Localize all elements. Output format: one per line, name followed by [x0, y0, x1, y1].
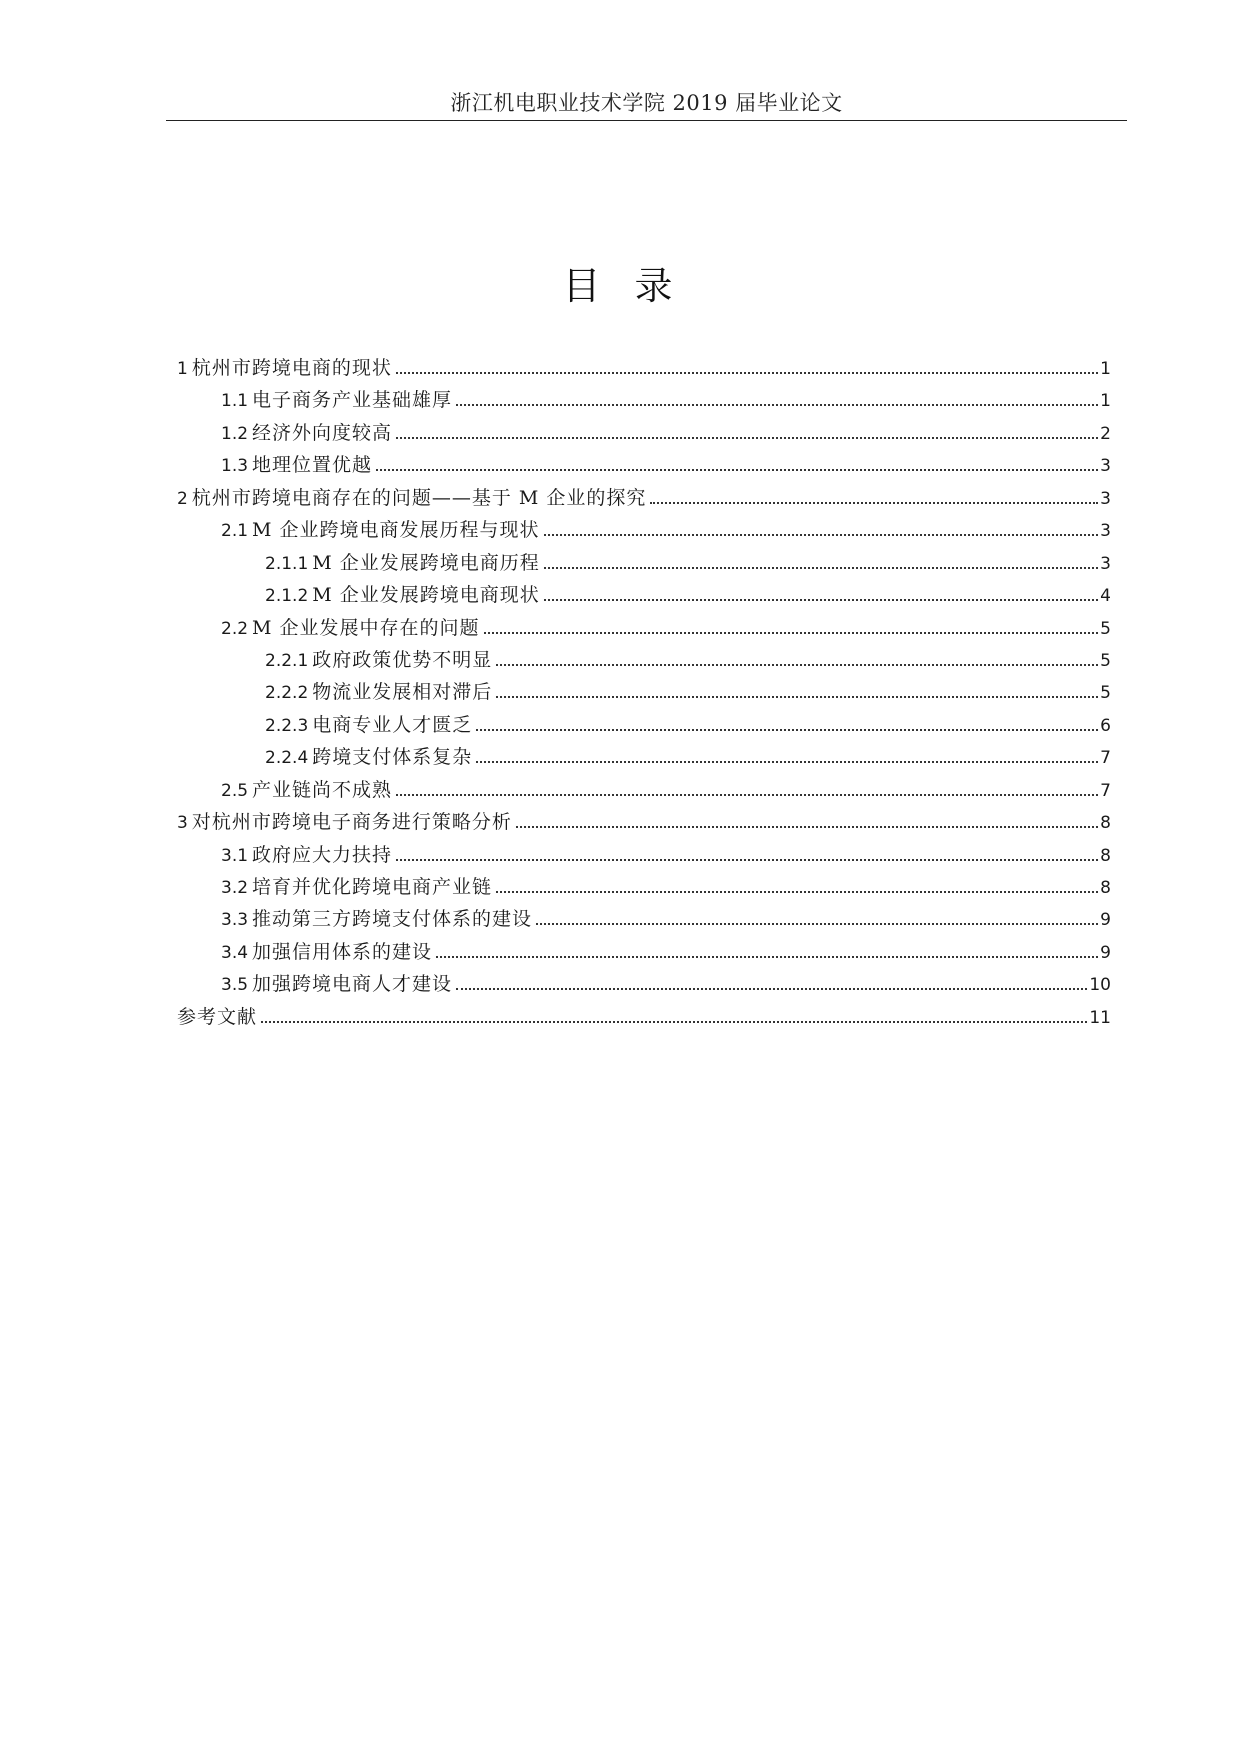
toc-dot-leader — [536, 923, 1098, 925]
toc-entry-page: 3 — [1100, 456, 1111, 477]
toc-entry-page: 4 — [1100, 586, 1111, 607]
toc-entry-title: 经济外向度较高 — [252, 421, 393, 444]
toc-entry[interactable] — [177, 741, 1111, 773]
toc-entry-page: 9 — [1100, 942, 1111, 963]
toc-entry-number: 3.1 — [221, 845, 249, 866]
toc-entry-title: 推动第三方跨境支付体系的建设 — [252, 908, 533, 931]
toc-dot-leader — [484, 632, 1099, 634]
toc-entry-page: 6 — [1100, 715, 1111, 736]
toc-entry-page: 1 — [1100, 359, 1111, 379]
toc-entry-title: 杭州市跨境电商存在的问题——基于 M 企业的探究 — [191, 486, 647, 509]
toc-entry-page: 5 — [1100, 683, 1111, 704]
toc-entry-page: 3 — [1100, 553, 1111, 574]
toc-entry-title: 产业链尚不成熟 — [252, 778, 393, 801]
toc-entry[interactable] — [177, 774, 1111, 806]
toc-entry[interactable] — [177, 806, 1111, 838]
toc-entry-page: 8 — [1100, 845, 1111, 866]
toc-entry[interactable] — [177, 612, 1111, 644]
toc-entry-number: 2.1 — [221, 521, 249, 542]
toc-entry-page: 8 — [1100, 878, 1111, 898]
toc-entry[interactable] — [177, 352, 1111, 384]
toc-entry[interactable] — [177, 449, 1111, 481]
toc-entry[interactable] — [177, 871, 1111, 903]
toc-entry-page: 10 — [1089, 975, 1111, 996]
toc-dot-leader — [396, 794, 1098, 796]
toc-entry[interactable] — [177, 417, 1111, 449]
toc-entry-title: 加强信用体系的建设 — [252, 940, 433, 963]
toc-entry[interactable] — [177, 936, 1111, 968]
toc-title: 目录 — [562, 264, 707, 308]
toc-dot-leader — [496, 664, 1098, 666]
toc-dot-leader — [436, 956, 1098, 958]
toc-entry-number: 3 — [177, 813, 188, 834]
toc-dot-leader — [261, 1021, 1087, 1023]
toc-dot-leader — [396, 437, 1098, 439]
toc-entry[interactable] — [177, 579, 1111, 611]
page-header: 浙江机电职业技术学院 2019 届毕业论文 — [166, 86, 1127, 121]
toc-dot-leader — [544, 567, 1098, 569]
toc-entry-title: M 企业发展中存在的问题 — [252, 616, 480, 639]
toc-dot-leader — [650, 502, 1098, 504]
toc-entry-title: M 企业发展跨境电商历程 — [312, 551, 540, 574]
toc-dot-leader — [544, 599, 1098, 601]
toc-entry-number: 3.5 — [221, 975, 249, 996]
toc-entry-number: 1.2 — [221, 423, 249, 444]
toc-dot-leader — [396, 859, 1098, 861]
table-of-contents — [177, 352, 1111, 1033]
toc-entry-page: 8 — [1100, 813, 1111, 834]
toc-entry[interactable] — [177, 547, 1111, 579]
toc-entry-number: 1.3 — [221, 456, 249, 477]
toc-entry[interactable] — [177, 1001, 1111, 1033]
toc-entry-title: 培育并优化跨境电商产业链 — [252, 876, 493, 898]
toc-entry[interactable] — [177, 676, 1111, 708]
toc-entry-number: 2.2.2 — [265, 683, 309, 704]
toc-entry-page: 7 — [1100, 748, 1111, 769]
toc-entry[interactable] — [177, 839, 1111, 871]
toc-dot-leader — [476, 761, 1098, 763]
toc-entry[interactable] — [177, 514, 1111, 546]
toc-entry-number: 3.4 — [221, 942, 249, 963]
toc-entry-number: 2.1.2 — [265, 586, 309, 607]
toc-entry-number: 2.5 — [221, 780, 249, 801]
toc-entry-number: 2.2.1 — [265, 650, 309, 671]
toc-entry-title: 跨境支付体系复杂 — [312, 746, 473, 769]
toc-entry[interactable] — [177, 384, 1111, 416]
toc-dot-leader — [456, 988, 1087, 990]
toc-entry-title: 物流业发展相对滞后 — [312, 681, 493, 704]
toc-entry-number: 1 — [177, 359, 188, 379]
toc-entry-page: 3 — [1100, 488, 1111, 509]
toc-entry[interactable] — [177, 644, 1111, 676]
toc-entry[interactable] — [177, 903, 1111, 935]
toc-entry[interactable] — [177, 482, 1111, 514]
toc-entry-title: 参考文献 — [177, 1005, 258, 1028]
toc-dot-leader — [544, 534, 1099, 536]
toc-entry-page: 1 — [1100, 391, 1111, 412]
toc-entry-title: 政府应大力扶持 — [252, 843, 393, 866]
toc-entry-number: 2 — [177, 488, 188, 509]
toc-entry-title: 政府政策优势不明显 — [312, 648, 493, 671]
toc-entry-number: 2.2.4 — [265, 748, 309, 769]
toc-entry-title: 加强跨境电商人才建设 — [252, 973, 453, 996]
toc-dot-leader — [516, 826, 1098, 828]
toc-entry-number: 3.2 — [221, 878, 249, 898]
toc-entry[interactable] — [177, 709, 1111, 741]
toc-entry-title: 对杭州市跨境电子商务进行策略分析 — [191, 811, 512, 834]
toc-dot-leader — [456, 404, 1098, 406]
toc-dot-leader — [376, 469, 1098, 471]
toc-entry-title: 电子商务产业基础雄厚 — [252, 389, 453, 412]
toc-entry-page: 11 — [1089, 1007, 1111, 1028]
toc-entry-number: 2.2 — [221, 618, 249, 639]
toc-entry-page: 5 — [1100, 650, 1111, 671]
toc-entry-page: 5 — [1100, 618, 1111, 639]
toc-dot-leader — [396, 372, 1098, 374]
toc-entry-number: 3.3 — [221, 910, 249, 931]
toc-entry-page: 2 — [1100, 423, 1111, 444]
toc-dot-leader — [496, 696, 1098, 698]
toc-entry-page: 9 — [1100, 910, 1111, 931]
toc-entry-title: 电商专业人才匮乏 — [312, 713, 473, 736]
toc-entry-title: M 企业跨境电商发展历程与现状 — [252, 519, 540, 542]
toc-dot-leader — [496, 891, 1098, 893]
toc-entry-title: 地理位置优越 — [252, 454, 373, 477]
toc-entry-page: 3 — [1100, 521, 1111, 542]
toc-entry-page: 7 — [1100, 780, 1111, 801]
toc-entry-number: 2.1.1 — [265, 553, 309, 574]
toc-entry-title: M 企业发展跨境电商现状 — [312, 584, 540, 607]
toc-entry-number: 1.1 — [221, 391, 249, 412]
toc-entry-title: 杭州市跨境电商的现状 — [191, 357, 392, 379]
toc-entry-number: 2.2.3 — [265, 715, 309, 736]
toc-entry[interactable] — [177, 968, 1111, 1000]
toc-dot-leader — [476, 729, 1098, 731]
